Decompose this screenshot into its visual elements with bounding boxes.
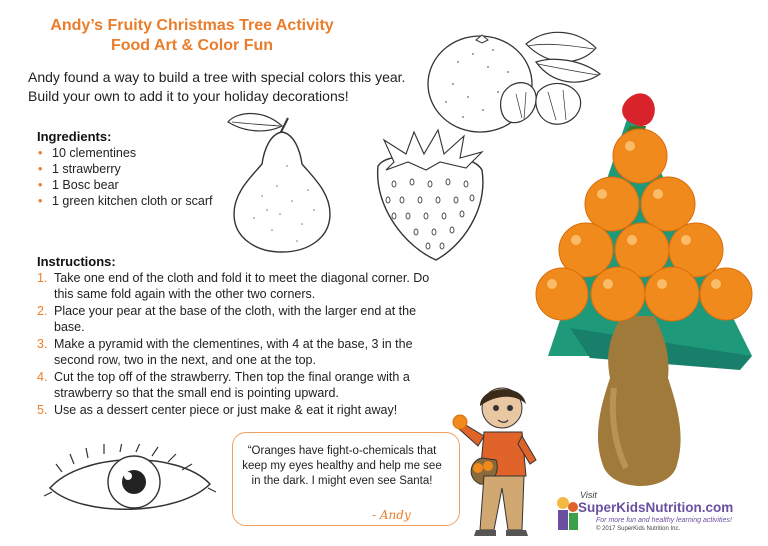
quote-text: “Oranges have fight-o-chemicals that keep my eyes healthy and help me see in the dark. I might even see Santa! — [242, 445, 442, 487]
instruction-step: 3. Make a pyramid with the clementines, with 4 at the base, 3 in the second row, two in the next, and one at the top. — [37, 337, 413, 367]
kids-logo-icon — [554, 494, 580, 532]
title-line-2: Food Art & Color Fun — [110, 37, 274, 54]
ingredient-item: • 1 Bosc bear — [38, 178, 119, 192]
quote-signature: - Andy — [372, 508, 411, 522]
ingredients-heading: Ingredients: — [37, 129, 112, 144]
ingredient-item: • 10 clementines — [38, 146, 137, 160]
ingredient-item: • 1 green kitchen cloth or scarf — [38, 194, 213, 208]
instruction-step: 4. Cut the top off of the strawberry. Then top the final orange with a strawberry so that the small end is pointing upward. — [37, 370, 410, 400]
pear-outline-icon — [222, 106, 342, 256]
instruction-step: 5. Use as a dessert center piece or just make & eat it right away! — [37, 403, 398, 417]
instructions-list — [37, 270, 447, 419]
brand-tagline: For more fun and healthy learning activities! — [596, 517, 732, 524]
brand-name: SuperKidsNutrition.com — [578, 500, 734, 515]
fruit-tree-photo — [530, 88, 756, 492]
brand-visit: Visit — [580, 490, 597, 500]
andy-character — [444, 380, 559, 540]
intro-text: Andy found a way to build a tree with special colors this year. Build your own to add it to your holiday decorations! — [28, 69, 406, 104]
ingredients-list — [37, 145, 217, 209]
instruction-step: 2. Place your pear at the base of the cloth, with the larger end at the base. — [37, 304, 417, 334]
title-line-1: Andy’s Fruity Christmas Tree Activity — [50, 17, 334, 34]
eye-outline-icon — [42, 444, 217, 520]
activity-sheet — [4, 4, 764, 542]
instruction-step: 1. Take one end of the cloth and fold it to meet the diagonal corner. Do this same fold again with the other two corners. — [37, 271, 430, 301]
instructions-heading: Instructions: — [37, 254, 116, 269]
ingredient-item: • 1 strawberry — [38, 162, 121, 176]
brand-copyright: © 2017 SuperKids Nutrition Inc. — [596, 526, 681, 532]
strawberry-outline-icon — [364, 126, 494, 264]
